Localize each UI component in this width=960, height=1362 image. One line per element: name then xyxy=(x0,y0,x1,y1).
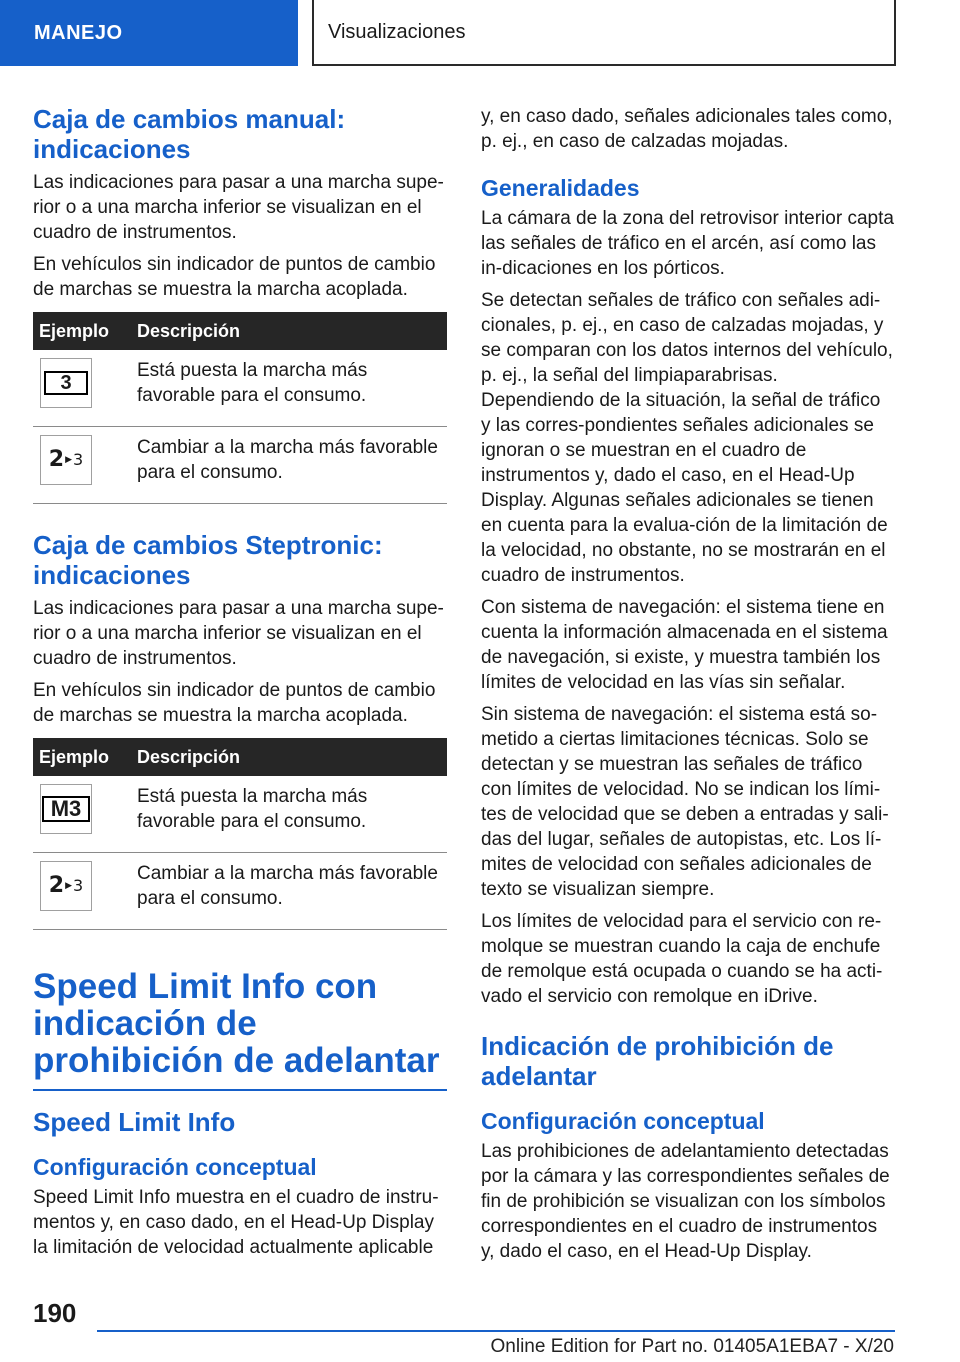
gear-m3-icon: M3 xyxy=(42,796,90,822)
general-text-5: Los límites de velocidad para el servicio con re-molque se muestran cuando la caja de enchufe de remolque está ocupada o cuando se ha acti-vado el servicio con remolque en iDrive. xyxy=(481,911,883,1007)
footer-edition xyxy=(0,1336,894,1358)
shift-to-gear: 3 xyxy=(73,876,84,895)
heading-divider xyxy=(33,1089,447,1091)
table-col-description: Descripción xyxy=(131,312,447,350)
right-column xyxy=(481,104,895,1271)
page-number: 190 xyxy=(33,1298,77,1328)
gear-indicator-icon xyxy=(40,358,92,408)
table-col-example: Ejemplo xyxy=(33,738,131,776)
table-row xyxy=(33,776,447,853)
general-text-1: La cámara de la zona del retrovisor interior capta las señales de tráfico en el arcén, así como las in-dicaciones en los pórticos. xyxy=(481,208,894,279)
gear-3-icon: 3 xyxy=(44,371,88,395)
table-row xyxy=(33,350,447,427)
steptronic-table xyxy=(33,738,447,930)
shift-up-icon xyxy=(40,435,92,485)
description-cell: Cambiar a la marcha más favorable para el consumo. xyxy=(131,853,447,930)
example-cell xyxy=(33,350,131,427)
table-row xyxy=(33,853,447,930)
description-cell: Está puesta la marcha más favorable para el consumo. xyxy=(131,350,447,427)
manual-gearbox-text-2: En vehículos sin indicador de puntos de cambio de marchas se muestra la marcha acoplada. xyxy=(33,254,436,300)
overtaking-concept-subheading: Configuración conceptual xyxy=(481,1108,765,1134)
continued-text: y, en caso dado, señales adicionales tales como, p. ej., en caso de calzadas mojadas. xyxy=(481,106,893,152)
header-chapter-label: Visualizaciones xyxy=(328,20,466,43)
header-section xyxy=(0,0,298,66)
steptronic-text-2: En vehículos sin indicador de puntos de cambio de marchas se muestra la marcha acoplada. xyxy=(33,680,436,726)
arrow-right-icon: ▶ xyxy=(65,880,73,891)
example-cell xyxy=(33,427,131,504)
table-row xyxy=(33,427,447,504)
description-cell: Está puesta la marcha más favorable para el consumo. xyxy=(131,776,447,853)
description-cell: Cambiar a la marcha más favorable para el consumo. xyxy=(131,427,447,504)
header-section-label: MANEJO xyxy=(34,21,123,44)
table-header-row xyxy=(33,738,447,776)
speed-limit-main-heading: Speed Limit Info con indicación de prohibición de adelantar xyxy=(33,967,440,1080)
shift-from-gear: 2 xyxy=(48,873,65,898)
table-col-example: Ejemplo xyxy=(33,312,131,350)
overtaking-text: Las prohibiciones de adelantamiento detectadas por la cámara y las correspondientes señales de fin de prohibición se visualizan con los símbolos correspondientes en el cuadro de instrumentos y, dado el caso, en el Head-Up Display. xyxy=(481,1141,890,1262)
table-col-description: Descripción xyxy=(131,738,447,776)
manual-gearbox-heading: Caja de cambios manual: indicaciones xyxy=(33,104,346,164)
left-column xyxy=(33,104,447,1267)
general-heading: Generalidades xyxy=(481,175,640,201)
example-cell xyxy=(33,853,131,930)
general-text-4: Sin sistema de navegación: el sistema está so-metido a ciertas limitaciones técnicas. Solo se detectan y se muestran las señales de tráfico con límites de velocidad. No se indican los lími-tes de velocidad que se deben a entradas y sali-das del lugar, señales de autopistas, etc. Los lí-mites de velocidad con señales adicionales de texto se visualizan siempre. xyxy=(481,704,889,900)
overtaking-heading: Indicación de prohibición de adelantar xyxy=(481,1031,834,1091)
manual-gearbox-table xyxy=(33,312,447,504)
steptronic-heading: Caja de cambios Steptronic: indicaciones xyxy=(33,530,383,590)
footer-divider xyxy=(97,1330,895,1332)
general-text-2: Se detectan señales de tráfico con señales adi-cionales, p. ej., en caso de calzadas mojadas, y se comparan con los datos internos del vehículo, p. ej., la señal del limpiaparabrisas. Dependiendo de la situación, la señal de tráfico y las corres-pondientes señales adicionales se ignoran o se muestran en el cuadro de instrumentos y, dado el caso, en el Head-Up Display. Algunas señales adicionales se tienen en cuenta para la evalua-ción de la limitación de la velocidad, no obstante, no se mostrarán en el cuadro de instrumentos. xyxy=(481,290,893,586)
arrow-right-icon: ▶ xyxy=(65,454,73,465)
concept-subheading: Configuración conceptual xyxy=(33,1154,317,1180)
general-text-3: Con sistema de navegación: el sistema tiene en cuenta la información almacenada en el sistema de navegación, si existe, y muestra también los límites de velocidad en las vías sin señalar. xyxy=(481,597,888,693)
speed-limit-info-heading: Speed Limit Info xyxy=(33,1107,236,1137)
footer-edition-text: Online Edition for Part no. 01405A1EBA7 - X/20 xyxy=(490,1336,894,1357)
speed-limit-info-text: Speed Limit Info muestra en el cuadro de instru-mentos y, en caso dado, en el Head-Up Display la limitación de velocidad actualmente aplicable xyxy=(33,1187,439,1258)
shift-to-gear: 3 xyxy=(73,450,84,469)
gear-indicator-icon xyxy=(40,784,92,834)
table-header-row xyxy=(33,312,447,350)
shift-from-gear: 2 xyxy=(48,447,65,472)
steptronic-text-1: Las indicaciones para pasar a una marcha supe-rior o a una marcha inferior se visualizan en el cuadro de instrumentos. xyxy=(33,598,444,669)
shift-up-icon xyxy=(40,861,92,911)
example-cell xyxy=(33,776,131,853)
manual-gearbox-text-1: Las indicaciones para pasar a una marcha supe-rior o a una marcha inferior se visualizan en el cuadro de instrumentos. xyxy=(33,172,444,243)
header-chapter xyxy=(312,0,896,66)
